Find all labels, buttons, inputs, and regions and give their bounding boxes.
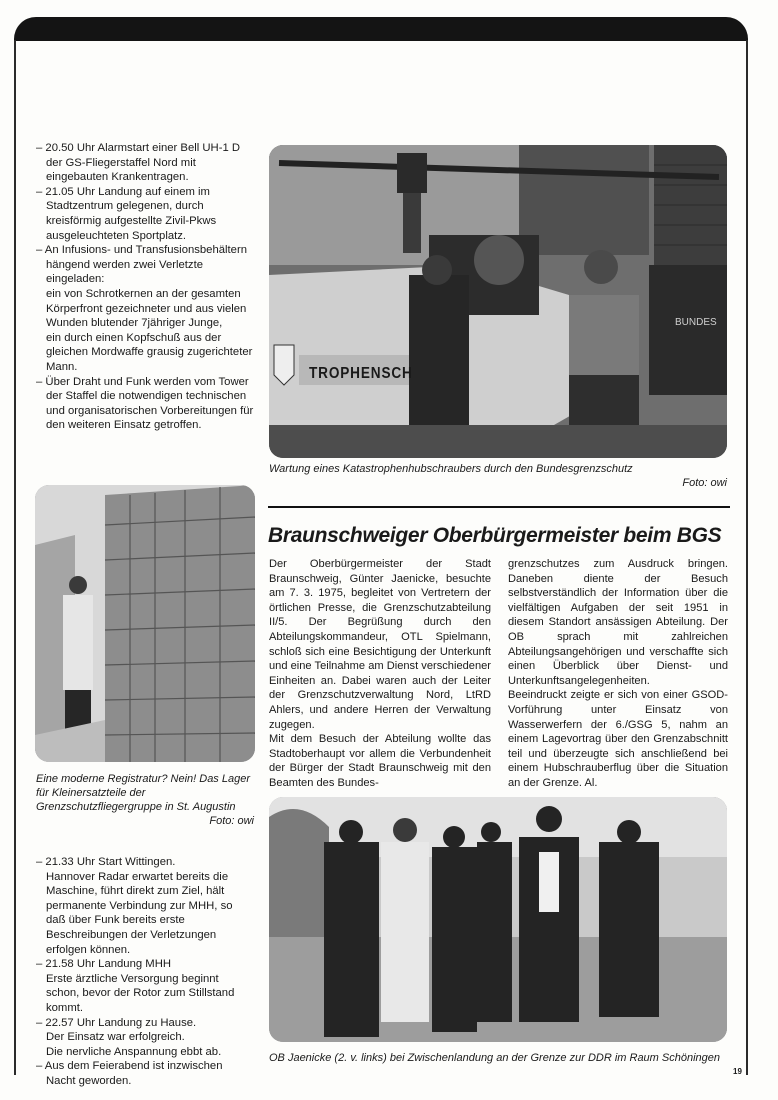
list-subitem: Hannover Radar erwartet bereits die Maschine, führt direkt zum Ziel, hält permanente Verbindung zur MHH, so daß über Funk bereits erste Beschreibungen der Verletzungen erfolgen können. <box>46 870 233 956</box>
photo-credit: Foto: owi <box>209 815 254 827</box>
caption-text: Eine moderne Registratur? Nein! Das Lager für Kleinersatzteile der Grenzschutzfliegergruppe in St. Augustin <box>36 773 251 813</box>
article-column-2 <box>508 557 728 791</box>
list-subitem: Die nervliche Anspannung ebbt ab. <box>46 1045 222 1058</box>
storage-photo <box>35 485 255 762</box>
right-border <box>746 40 748 1075</box>
list-item: – 21.05 Uhr Landung auf einem im Stadtzentrum gelegenen, durch kreisförmig aufgestellte Zivil-Pkws ausgeleuchteten Sportplatz. <box>36 185 217 242</box>
list-item: – 21.58 Uhr Landung MHH <box>36 958 172 971</box>
storage-caption <box>36 772 254 828</box>
list-item: – 22.57 Uhr Landung zu Hause. <box>36 1016 197 1029</box>
article-paragraph: Mit dem Besuch der Abteilung wollte das Stadtoberhaupt vor allem die Verbundenheit der Bürger der Stadt Braunschweig mit den Beamten des Bundes- <box>269 733 491 789</box>
list-subitem: Der Einsatz war erfolgreich. <box>46 1031 185 1044</box>
list-subitem: ein durch einen Kopfschuß aus der gleichen Mordwaffe grausig zugerichteter Mann. <box>46 331 253 373</box>
group-caption: OB Jaenicke (2. v. links) bei Zwischenlandung an der Grenze zur DDR im Raum Schöningen <box>269 1052 720 1064</box>
article-headline: Braunschweiger Oberbürgermeister beim BGS <box>268 524 722 547</box>
caption-text: Wartung eines Katastrophenhubschraubers durch den Bundesgrenzschutz <box>269 463 633 475</box>
helicopter-photo <box>269 145 727 458</box>
headline-rule <box>268 506 730 508</box>
bottom-left-column <box>36 855 254 1089</box>
article-paragraph: Beeindruckt zeigte er sich von einer GSOD-Vorführung unter Einsatz von Wasserwerfern der 6./GSG 5, nahm an einem Lagevortrag über den Grenzabschnitt teil und überzeugte sich anschließend bei einem Hubschrauberflug über die Situation an der Grenze. Al. <box>508 689 728 789</box>
article-column-1 <box>269 557 491 791</box>
helicopter-lettering: TROPHENSCH <box>309 365 413 382</box>
left-border <box>14 40 16 1075</box>
list-item: – 20.50 Uhr Alarmstart einer Bell UH-1 D der GS-Fliegerstaffel Nord mit eingebauten Krankentragen. <box>36 142 241 184</box>
page-header-band <box>14 17 748 41</box>
list-item: – 21.33 Uhr Start Wittingen. <box>36 856 176 868</box>
vehicle-lettering: BUNDES <box>675 317 717 328</box>
list-item: – Aus dem Feierabend ist inzwischen Nacht geworden. <box>36 1060 223 1087</box>
page-number: 19 <box>733 1067 742 1076</box>
article-paragraph: Der Oberbürgermeister der Stadt Braunschweig, Günter Jaenicke, besuchte am 7. 3. 1975, begleitet von Vertretern der örtlichen Presse, die Grenzschutzabteilung II/5. Der Begrüßung durch den Abteilungskommandeur, OTL Spielmann, schloß sich eine Besichtigung der Unterkunft und eine Teilnahme am Dienst verschiedener Einheiten an. Dabei waren auch der Leiter der Grenzschutzverwaltung Nord, LtRD Ahlers, und andere Herren der Verwaltung zugegen. <box>269 558 491 731</box>
helicopter-caption <box>269 462 727 490</box>
list-item: – An Infusions- und Transfusionsbehältern hängend werden zwei Verletzte eingeladen: <box>36 244 248 286</box>
list-subitem: ein von Schrotkernen an der gesamten Körperfront gezeichneter und aus vielen Wunden blutender 7jähriger Junge, <box>46 287 247 330</box>
list-subitem: Erste ärztliche Versorgung beginnt schon, bevor der Rotor zum Stillstand kommt. <box>46 972 235 1014</box>
group-photo <box>269 797 727 1042</box>
list-item: – Über Draht und Funk werden vom Tower der Staffel die notwendigen technischen und organisatorischen Vorbereitungen für den weiteren Einsatz getroffen. <box>36 375 254 432</box>
article-paragraph: grenzschutzes zum Ausdruck bringen. Daneben diente der Besuch selbstverständlich der Information über die vielfältigen Aufgaben der seit 1951 in diesem Standort ansässigen Abteilung. Der OB sprach mit zahlreichen Abteilungsangehörigen und verschaffte sich einen Überblick über Dienst- und Unterkunftsangelegenheiten. <box>508 558 728 687</box>
photo-credit: Foto: owi <box>682 477 727 489</box>
top-left-column <box>36 141 254 433</box>
